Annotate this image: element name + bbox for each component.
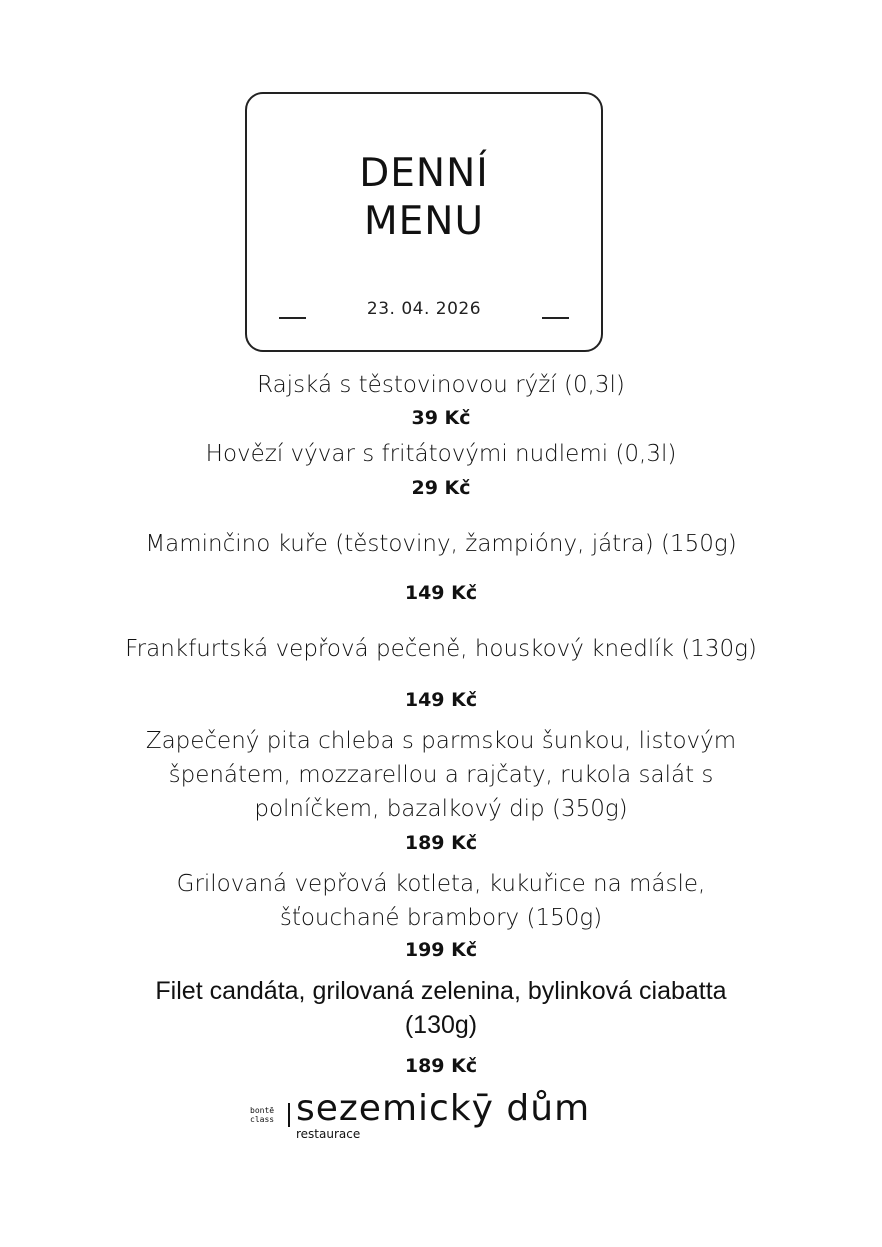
menu-item-name: Maminčino kuře (těstoviny, žampióny, játra) (150g) xyxy=(145,531,737,557)
menu-item-price: 149 Kč xyxy=(404,689,478,711)
menu-item-name-line: špenátem, mozzarellou a rajčaty, rukola salát s xyxy=(168,762,714,788)
dash-right-decoration xyxy=(542,317,569,319)
logo-small-line-1: bontē xyxy=(250,1106,275,1115)
menu-item-price: 189 Kč xyxy=(404,1055,478,1077)
title-line-2: MENU xyxy=(363,199,484,244)
title-line-1: DENNÍ xyxy=(359,151,489,196)
menu-date: 23. 04. 2026 xyxy=(366,299,482,319)
menu-item-name: Hovězí vývar s fritátovými nudlemi (0,3l) xyxy=(205,441,677,467)
menu-item-name-line: polníčkem, bazalkový dip (350g) xyxy=(254,796,628,822)
menu-item-name: Frankfurtská vepřová pečeně, houskový knedlík (130g) xyxy=(125,636,757,662)
menu-item-name-line: (130g) xyxy=(404,1011,478,1039)
menu-item-name: Rajská s těstovinovou rýží (0,3l) xyxy=(257,372,625,398)
logo-divider xyxy=(288,1103,290,1127)
logo-small-line-2: class xyxy=(250,1115,275,1124)
menu-item-name-line: Grilovaná vepřová kotleta, kukuřice na másle, xyxy=(176,871,706,897)
logo-name: sezemickȳ dům xyxy=(296,1088,591,1129)
menu-item-price: 149 Kč xyxy=(404,582,478,604)
menu-item-name-line: Filet candáta, grilovaná zelenina, bylinková ciabatta xyxy=(155,977,727,1005)
logo-brand-small xyxy=(250,1106,274,1124)
restaurant-logo xyxy=(250,1088,610,1144)
menu-item-price: 199 Kč xyxy=(404,939,478,961)
menu-item-price: 29 Kč xyxy=(411,477,471,499)
page-title xyxy=(247,150,601,246)
menu-item-price: 39 Kč xyxy=(411,407,471,429)
menu-item-name-line: šťouchané brambory (150g) xyxy=(279,905,603,931)
menu-item-name-line: Zapečený pita chleba s parmskou šunkou, listovým xyxy=(145,728,737,754)
date-row xyxy=(247,299,601,323)
menu-item-price: 189 Kč xyxy=(404,832,478,854)
menu-header-box xyxy=(245,92,603,352)
logo-subtitle: restaurace xyxy=(296,1127,361,1141)
